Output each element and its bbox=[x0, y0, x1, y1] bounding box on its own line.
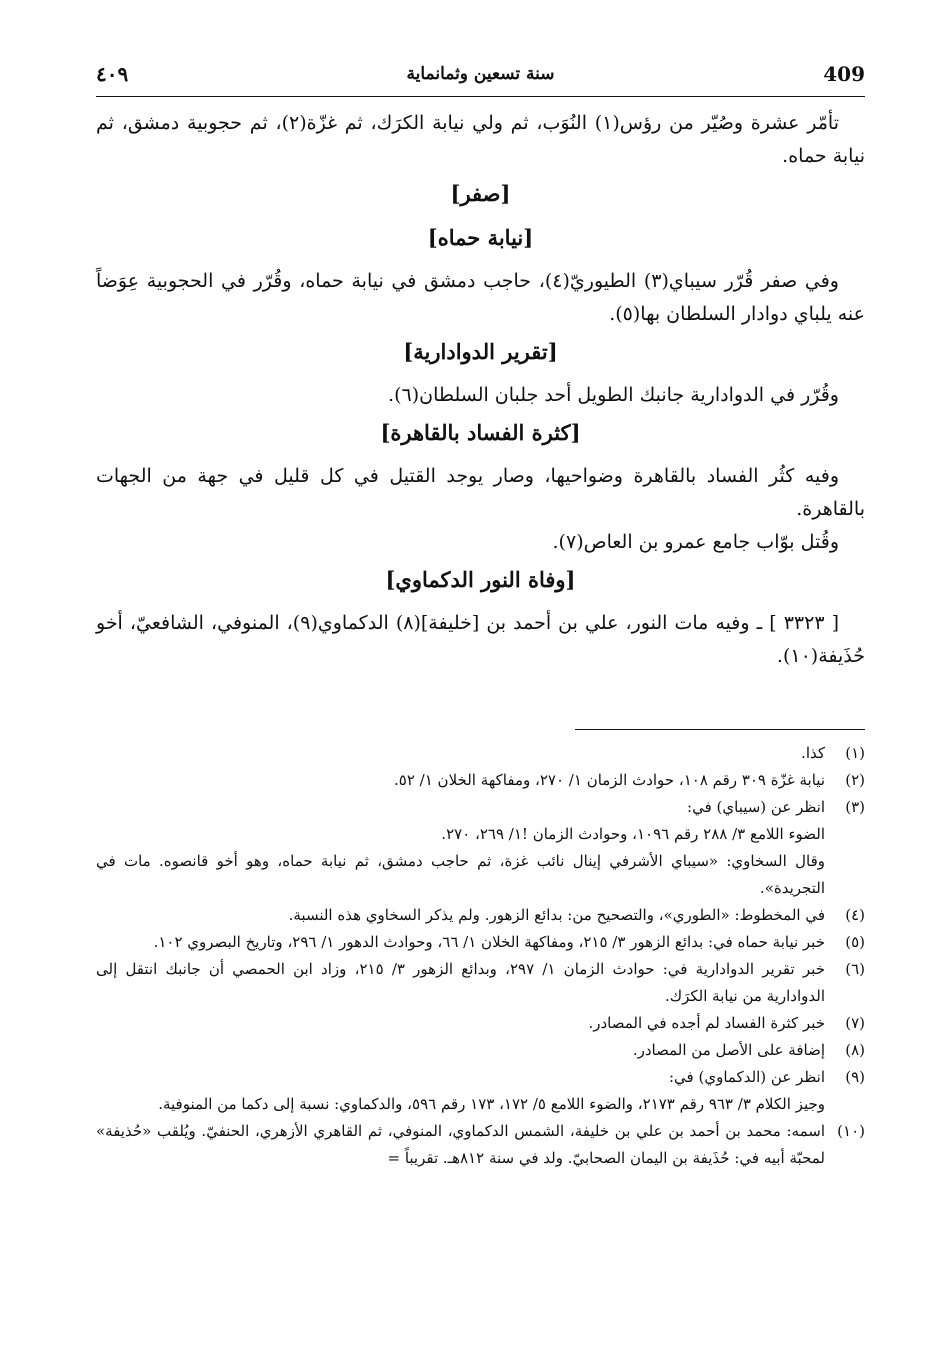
footnote-number: (٥) bbox=[845, 933, 865, 951]
footnote-number: (١٠) bbox=[837, 1122, 865, 1140]
footnote-number: (٩) bbox=[845, 1068, 865, 1086]
body-paragraph: وفيه كثُر الفساد بالقاهرة وضواحيها، وصار يوجد القتيل في كل قليل في جهة من الجهات بالقاهرة. bbox=[96, 465, 865, 520]
footnote-number: (٣) bbox=[845, 798, 865, 816]
footnote bbox=[96, 1118, 865, 1172]
footnote-text: خبر تقرير الدوادارية في: حوادث الزمان ١/ ٢٩٧، وبدائع الزهور ٣/ ٢١٥، وزاد ابن الحمصي أن جانبك انتقل إلى الدوادارية من نيابة الكرَك. bbox=[96, 960, 825, 1005]
page-number-latin: 409 bbox=[823, 62, 865, 86]
footnote-text: إضافة على الأصل من المصادر. bbox=[632, 1041, 825, 1059]
footnote-number: (٢) bbox=[845, 771, 865, 789]
footnote bbox=[96, 1064, 865, 1091]
body-paragraph: وفي صفر قُرّر سيباي(٣) الطيوريّ(٤)، حاجب دمشق في نيابة حماه، وقُرّر في الحجوبية عِوَضاً عنه يلباي دوادار السلطان بها(٥). bbox=[96, 270, 865, 325]
section-heading: [كثرة الفساد بالقاهرة] bbox=[380, 420, 581, 445]
footnote-text: كذا. bbox=[801, 744, 825, 762]
footnote-number: (٧) bbox=[845, 1014, 865, 1032]
footnote bbox=[96, 1010, 865, 1037]
footnote-text: خبر نيابة حماه في: بدائع الزهور ٣/ ٢١٥، ومفاكهة الخلان ١/ ٦٦، وحوادث الدهور ١/ ٢٩٦، وتاريخ البصروي ١٠٢. bbox=[153, 933, 825, 951]
footnote bbox=[96, 902, 865, 929]
section-heading: [صفر] bbox=[450, 181, 511, 206]
footnote-divider bbox=[575, 729, 865, 730]
footnote bbox=[96, 929, 865, 956]
footnotes bbox=[96, 740, 865, 1172]
footnote-text: انظر عن (الدكماوي) في: bbox=[668, 1068, 825, 1086]
footnote bbox=[96, 740, 865, 767]
footnote-number: (٦) bbox=[845, 960, 865, 978]
footnote-continuation: الضوء اللامع ٣/ ٢٨٨ رقم ١٠٩٦، وحوادث الزمان !١/ ٢٦٩، ٢٧٠. bbox=[441, 825, 825, 843]
footnote-text: خبر كثرة الفساد لم أجده في المصادر. bbox=[588, 1014, 825, 1032]
footnote-continuation: وقال السخاوي: «سيباي الأشرفي إينال نائب غزة، ثم حاجب دمشق، ثم نيابة حماه، وهو أخو قانصوه. مات في التجريدة». bbox=[96, 852, 825, 897]
running-header bbox=[96, 56, 865, 97]
running-title: سنة تسعين وثمانماية bbox=[406, 64, 555, 84]
footnote bbox=[96, 767, 865, 794]
footnote-number: (١) bbox=[845, 744, 865, 762]
footnote-text: في المخطوط: «الطوري»، والتصحيح من: بدائع الزهور. ولم يذكر السخاوي هذه النسبة. bbox=[288, 906, 825, 924]
footnote-continuation: وجيز الكلام ٣/ ٩٦٣ رقم ٢١٧٣، والضوء اللامع ٥/ ١٧٢، ١٧٣ رقم ٥٩٦، والدكماوي: نسبة إلى دكما من المنوفية. bbox=[158, 1095, 825, 1113]
footnote-text: اسمه: محمد بن أحمد بن علي بن خليفة، الشمس الدكماوي، المنوفي، ثم القاهري الأزهري، الحنفيّ. ويُلقب «حُذيفة» لمحبّة أبيه في: حُذَيفة بن اليمان الصحابيّ. ولد في سنة ٨١٢هـ. تقريباً = bbox=[96, 1122, 825, 1167]
footnote-text: نيابة غزّة ٣٠٩ رقم ١٠٨، حوادث الزمان ١/ ٢٧٠، ومفاكهة الخلان ١/ ٥٢. bbox=[393, 771, 825, 789]
footnote-text: انظر عن (سيباي) في: bbox=[687, 798, 825, 816]
footnote bbox=[96, 956, 865, 1010]
footnote-number: (٨) bbox=[845, 1041, 865, 1059]
page-number-arabic: ٤٠٩ bbox=[96, 62, 129, 86]
footnote bbox=[96, 794, 865, 821]
section-heading: [نيابة حماه] bbox=[427, 225, 534, 250]
body-paragraph: تأمّر عشرة وصُيّر من رؤس(١) النُوَب، ثم ولي نيابة الكرَك، ثم غزّة(٢)، ثم حجوبية دمشق، ثم نيابة حماه. bbox=[96, 112, 865, 167]
section-heading: [تقرير الدوادارية] bbox=[403, 339, 558, 364]
footnote-number: (٤) bbox=[845, 906, 865, 924]
footnote bbox=[96, 1037, 865, 1064]
section-heading: [وفاة النور الدكماوي] bbox=[385, 567, 576, 592]
body-paragraph: [ ٣٣٢٣ ] ـ وفيه مات النور، علي بن أحمد بن [خليفة](٨) الدكماوي(٩)، المنوفي، الشافعيّ، أخو حُذَيفة(١٠). bbox=[96, 612, 865, 667]
body-paragraph: وقُرّر في الدوادارية جانبك الطويل أحد جلبان السلطان(٦). bbox=[388, 384, 839, 406]
body-paragraph: وقُتل بوّاب جامع عمرو بن العاص(٧). bbox=[552, 531, 839, 553]
main-text bbox=[96, 107, 865, 673]
